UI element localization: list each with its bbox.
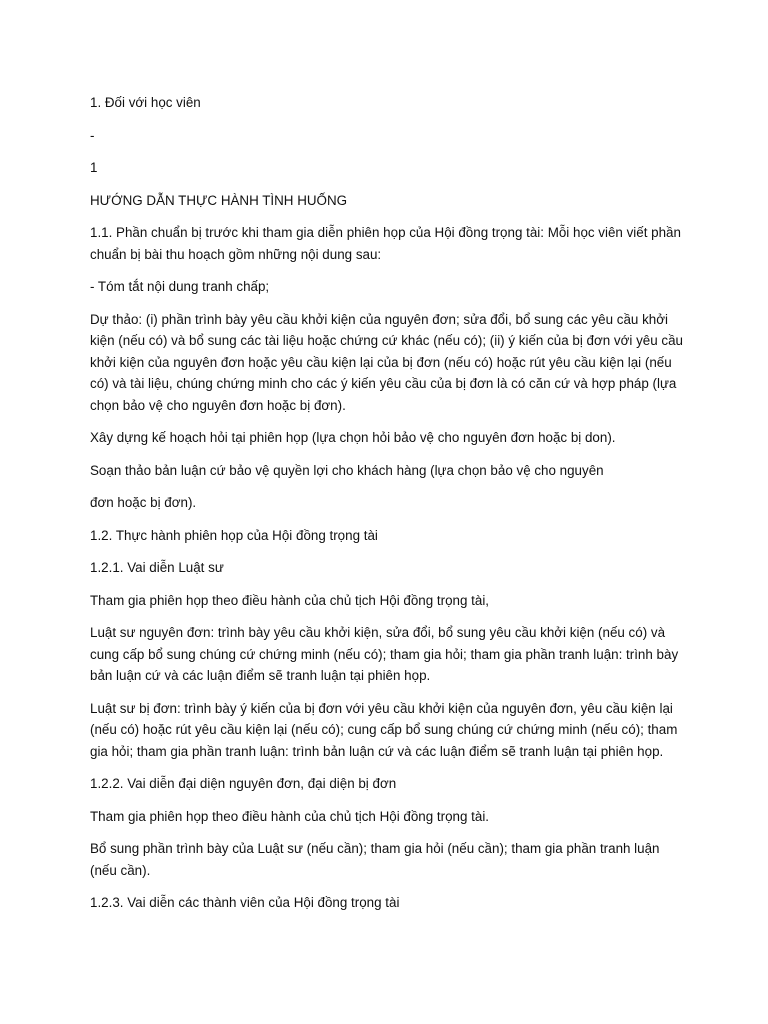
document-page [90, 92, 690, 925]
page-number: 1 [90, 160, 98, 175]
paragraph-argument-cont: đơn hoặc bị đơn). [90, 495, 197, 510]
paragraph-argument: Soạn thảo bản luận cứ bảo vệ quyền lợi cho khách hàng (lựa chọn bảo vệ cho nguyên [90, 462, 604, 478]
paragraph-1-1: 1.1. Phần chuẩn bị trước khi tham gia diễn phiên họp của Hội đồng trọng tài: Mỗi học viên viết phần chuẩn bị bài thu hoạch gồm những nội dung sau: [90, 225, 681, 262]
heading-1-2-3: 1.2.3. Vai diễn các thành viên của Hội đồng trọng tài [90, 895, 400, 910]
heading-1-2: 1.2. Thực hành phiên họp của Hội đồng trọng tài [90, 527, 378, 543]
document-title: HƯỚNG DẪN THỰC HÀNH TÌNH HUỐNG [90, 192, 348, 208]
section-heading: 1. Đối với học viên [90, 95, 201, 110]
paragraph-participate: Tham gia phiên họp theo điều hành của chủ tịch Hội đồng trọng tài, [90, 592, 490, 608]
bullet-summary: - Tóm tắt nội dung tranh chấp; [90, 279, 270, 294]
paragraph-supplement: Bổ sung phần trình bày của Luật sư (nếu cần); tham gia hỏi (nếu cần); tham gia phần tranh luận (nếu cần). [90, 841, 660, 878]
dash-line: - [90, 127, 95, 143]
paragraph-participate-2: Tham gia phiên họp theo điều hành của chủ tịch Hội đồng trọng tài. [90, 808, 490, 824]
paragraph-draft: Dự thảo: (i) phần trình bày yêu cầu khởi kiện của nguyên đơn; sửa đổi, bổ sung các yêu cầu khởi kiện (nếu có) và bổ sung các tài liệu hoặc chứng cứ khác (nếu có); (ii) ý kiến của bị đơn với yêu cầu khởi kiện của nguyên đơn hoặc yêu cầu kiện lại của bị đơn (nếu có) hoặc rút yêu cầu kiện lại (nếu có) và tài liệu, chúng chứng minh cho các ý kiến yêu cầu của bị đơn là có căn cứ và hợp pháp (lựa chọn bảo vệ cho nguyên đơn hoặc bị đơn). [90, 311, 683, 413]
heading-1-2-2: 1.2.2. Vai diễn đại diện nguyên đơn, đại diện bị đơn [90, 776, 397, 791]
paragraph-defendant-lawyer: Luật sư bị đơn: trình bày ý kiến của bị đơn với yêu cầu khởi kiện của nguyên đơn, yêu cầu kiện lại (nếu có) hoặc rút yêu cầu kiện lại (nếu có); cung cấp bổ sung chúng cứ chứng minh (nếu có); tham gia hỏi; tham gia phần tranh luận: trình bản luận cứ và các luận điểm sẽ tranh luận tại phiên họp. [90, 700, 678, 759]
paragraph-plaintiff-lawyer: Luật sư nguyên đơn: trình bày yêu cầu khởi kiện, sửa đổi, bổ sung yêu cầu khởi kiện (nếu có) và cung cấp bổ sung chúng cứ chứng minh (nếu có); tham gia hỏi; tham gia phần tranh luận: trình bày bản luận cứ và các luận điểm sẽ tranh luận tại phiên họp. [90, 625, 679, 683]
heading-1-2-1: 1.2.1. Vai diễn Luật sư [90, 560, 224, 575]
paragraph-questions: Xây dựng kế hoạch hỏi tại phiên họp (lựa chọn hỏi bảo vệ cho nguyên đơn hoặc bị don). [90, 430, 616, 445]
